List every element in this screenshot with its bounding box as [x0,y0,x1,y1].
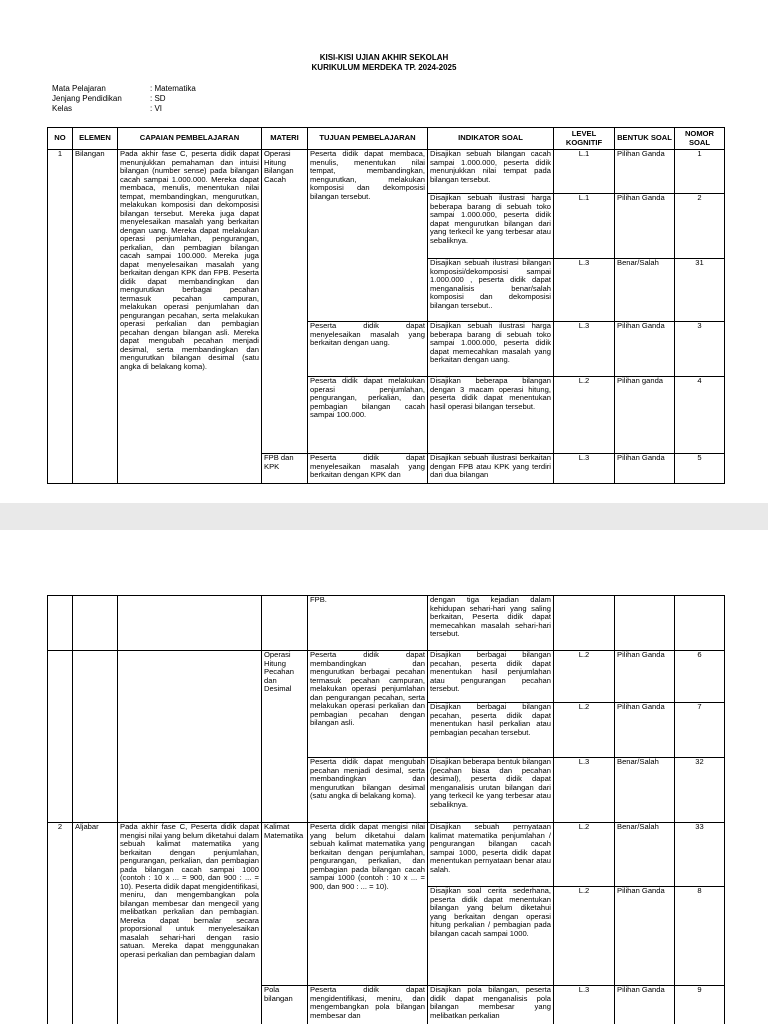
question-number-cell: 5 [675,454,725,484]
cognitive-level-cell: L.3 [554,259,615,322]
col-header: TUJUAN PEMBELAJARAN [308,128,428,150]
question-type-cell: Pilihan Ganda [615,194,675,259]
col-header: INDIKATOR SOAL [428,128,554,150]
question-type-cell: Pilihan Ganda [615,986,675,1024]
document-title: KISI-KISI UJIAN AKHIR SEKOLAH [319,53,449,62]
indicator-cell: Disajikan beberapa bentuk bilangan (pecahan biasa dan pecahan desimal), peserta didik dapat menganalisis urutan bilangan dari yang terkecil ke yang terbesar atau sebaliknya. [428,758,554,823]
learning-goal-cell: Peserta didik dapat menyelesaikan masalah yang berkaitan dengan uang. [308,322,428,377]
question-number-cell: 4 [675,377,725,454]
document-page-2 [0,530,768,1024]
material-cell: Pola bilangan [262,986,308,1024]
question-type-cell: Pilihan Ganda [615,322,675,377]
question-number-cell: 3 [675,322,725,377]
indicator-cell: Disajikan sebuah bilangan cacah sampai 1.000.000, peserta didik menunjukkan nilai tempat pada bilangan tersebut. [428,150,554,194]
kisi-kisi-table [47,127,725,484]
cognitive-level-cell: L.3 [554,454,615,484]
document-page-1 [0,0,768,503]
col-header: LEVEL KOGNITIF [554,128,615,150]
learning-goal-cell: Peserta didik dapat membaca, menulis, menentukan nilai tempat, membandingkan, mengurutkan, melakukan komposisi dan dekomposisi bilangan tersebut. [308,150,428,322]
table-row [48,150,725,194]
indicator-cell: Disajikan beberapa bilangan dengan 3 macam operasi hitung, peserta didik dapat menentukan hasil operasi bilangan tersebut. [428,377,554,454]
indicator-cell: Disajikan sebuah ilustrasi harga beberapa barang di sebuah toko sampai 1.000.000, peserta didik dapat memecahkan masalah yang berkaitan dengan uang. [428,322,554,377]
indicator-cell: Disajikan sebuah ilustrasi berkaitan dengan FPB atau KPK yang terdiri dari dua bilangan [428,454,554,484]
indicator-cell: Disajikan sebuah pernyataan kalimat matematika penjumlahan / pengurangan bilangan cacah sampai 1000, peserta didik dapat menentukan pernyataan benar atau salah. [428,823,554,887]
question-number-cell: 7 [675,703,725,758]
cognitive-level-cell: L.1 [554,194,615,259]
material-cell: FPB dan KPK [262,454,308,484]
cognitive-level-cell: L.2 [554,651,615,703]
question-number-cell: 6 [675,651,725,703]
cognitive-level-cell: L.3 [554,758,615,823]
table-header-row [48,128,725,150]
indicator-cell: Disajikan soal cerita sederhana, peserta didik dapat menentukan bilangan yang belum diketahui yang berkaitan dengan operasi hitung perkalian / pembagian pada bilangan cacah sampai 1000. [428,887,554,986]
learning-outcome-cell: Pada akhir fase C, peserta didik dapat menunjukkan pemahaman dan intuisi bilangan (number sense) pada bilangan cacah sampai 1.000.000. Mereka dapat membaca, menulis, menentukan nilai tempat, membandingkan, mengurutkan, melakukan komposisi dan dekomposisi bilangan tersebut. Mereka juga dapat menyelesaikan masalah yang berkaitan dengan uang. Mereka dapat melakukan operasi penjumlahan, pengurangan, perkalian, dan pembagian bilangan cacah sampai 100.000. Mereka juga dapat menyelesaikan masalah yang berkaitan dengan KPK dan FPB. Peserta didik dapat membandingkan dan mengurutkan berbagai pecahan termasuk pecahan campuran, melakukan operasi penjumlahan dan pengurangan pecahan, serta melakukan operasi perkalian dan pembagian pecahan dengan bilangan asli. Mereka dapat mengubah pecahan menjadi desimal, serta membandingkan dan mengurutkan bilangan desimal (satu angka di belakang koma). [118,150,262,484]
question-number-cell: 2 [675,194,725,259]
element-cell: Bilangan [73,150,118,484]
col-header: NO [48,128,73,150]
info-row: Jenjang Pendidikan : SD [52,94,166,103]
question-type-cell: Benar/Salah [615,823,675,887]
material-cell: Kalimat Matematika [262,823,308,986]
table-row [48,651,725,703]
indicator-cell: dengan tiga kejadian dalam kehidupan sehari-hari yang saling berkaitan, Peserta didik dapat memecahkan masalah sehari-hari tersebut. [428,596,554,651]
indicator-cell: Disajikan berbagai bilangan pecahan, peserta didik dapat menentukan hasil penjumlahan atau pengurangan pecahan tersebut. [428,651,554,703]
question-type-cell: Pilihan Ganda [615,454,675,484]
row-number: 2 [48,823,73,1024]
learning-goal-cell: Peserta didik dapat membandingkan dan mengurutkan berbagai pecahan termasuk pecahan campuran, melakukan operasi penjumlahan dan pengurangan pecahan, serta melakukan operasi perkalian dan pembagian pecahan dengan bilangan asli. [308,651,428,758]
question-number-cell: 33 [675,823,725,887]
question-number-cell: 1 [675,150,725,194]
material-cell: Operasi Hitung Bilangan Cacah [262,150,308,454]
learning-goal-cell: Peserta didik dapat mengidentifikasi, meniru, dan mengembangkan pola bilangan membesar dan [308,986,428,1024]
indicator-cell: Disajikan sebuah ilustrasi harga beberapa barang di sebuah toko sampai 1.000.000, peserta didik dapat mengurutkan bilangan dari yang terkecil ke yang terbesar atau sebaliknya. [428,194,554,259]
question-number-cell: 8 [675,887,725,986]
cognitive-level-cell: L.3 [554,322,615,377]
question-type-cell: Benar/Salah [615,758,675,823]
cognitive-level-cell: L.1 [554,150,615,194]
question-type-cell: Pilihan Ganda [615,703,675,758]
info-row: Kelas : VI [52,104,163,113]
row-number: 1 [48,150,73,484]
question-type-cell: Pilihan Ganda [615,150,675,194]
col-header: ELEMEN [73,128,118,150]
indicator-cell: Disajikan pola bilangan, peserta didik dapat menganalisis pola bilangan membesar yang melibatkan perkalian [428,986,554,1024]
question-type-cell: Pilihan Ganda [615,651,675,703]
learning-goal-cell: Peserta didik dapat menyelesaikan masalah yang berkaitan dengan KPK dan [308,454,428,484]
document-subtitle: KURIKULUM MERDEKA TP. 2024-2025 [311,63,457,72]
subject-info [52,84,196,114]
cognitive-level-cell: L.2 [554,703,615,758]
indicator-cell: Disajikan berbagai bilangan pecahan, peserta didik dapat menentukan hasil perkalian atau pembagian pecahan tersebut. [428,703,554,758]
col-header: MATERI [262,128,308,150]
col-header: CAPAIAN PEMBELAJARAN [118,128,262,150]
col-header: BENTUK SOAL [615,128,675,150]
question-type-cell: Pilihan Ganda [615,887,675,986]
learning-goal-cell: FPB. [308,596,428,651]
col-header: NOMOR SOAL [675,128,725,150]
question-type-cell: Pilihan ganda [615,377,675,454]
cognitive-level-cell: L.2 [554,823,615,887]
kisi-kisi-table-continued [47,595,725,1024]
cognitive-level-cell: L.2 [554,887,615,986]
question-number-cell: 9 [675,986,725,1024]
indicator-cell: Disajikan sebuah ilustrasi bilangan komposisi/dekomposisi sampai 1.000.000 , peserta didik dapat menganalisis benar/salah komposisi dan dekomposisi bilangan tersebut.. [428,259,554,322]
question-number-cell: 31 [675,259,725,322]
table-row [48,596,725,651]
info-row: Mata Pelajaran : Matematika [52,84,196,93]
learning-goal-cell: Peserta didik dapat mengisi nilai yang belum diketahui dalam sebuah kalimat matematika yang berkaitan dengan penjumlahan, pengurangan, perkalian, dan pembagian pada bilangan cacah sampai 1000 (contoh : 10 x ... = 900, dan 900 : ... = 10). [308,823,428,986]
question-number-cell: 32 [675,758,725,823]
cognitive-level-cell: L.2 [554,377,615,454]
element-cell: Aljabar [73,823,118,1024]
learning-outcome-cell: Pada akhir fase C, Peserta didik dapat mengisi nilai yang belum diketahui dalam sebuah kalimat matematika yang berkaitan dengan penjumlahan, pengurangan, perkalian, dan pembagian pada bilangan cacah sampai 1000 (contoh : 10 x ... = 900, dan 900 : ... = 10). Peserta didik dapat mengidentifikasi, meniru, dan mengembangkan pola bilangan membesar dan mengecil yang melibatkan perkalian dan pembagian. Mereka dapat bernalar secara proporsional untuk menyelesaikan masalah sehari-hari dengan rasio satuan. Mereka dapat menggunakan operasi perkalian dan pembagian dalam [118,823,262,1024]
cognitive-level-cell: L.3 [554,986,615,1024]
material-cell: Operasi Hitung Pecahan dan Desimal [262,651,308,823]
question-type-cell: Benar/Salah [615,259,675,322]
learning-goal-cell: Peserta didik dapat melakukan operasi penjumlahan, pengurangan, perkalian, dan pembagian bilangan cacah sampai 100.000. [308,377,428,454]
table-row [48,823,725,887]
learning-goal-cell: Peserta didik dapat mengubah pecahan menjadi desimal, serta membandingkan dan mengurutkan bilangan desimal (satu angka di belakang koma). [308,758,428,823]
